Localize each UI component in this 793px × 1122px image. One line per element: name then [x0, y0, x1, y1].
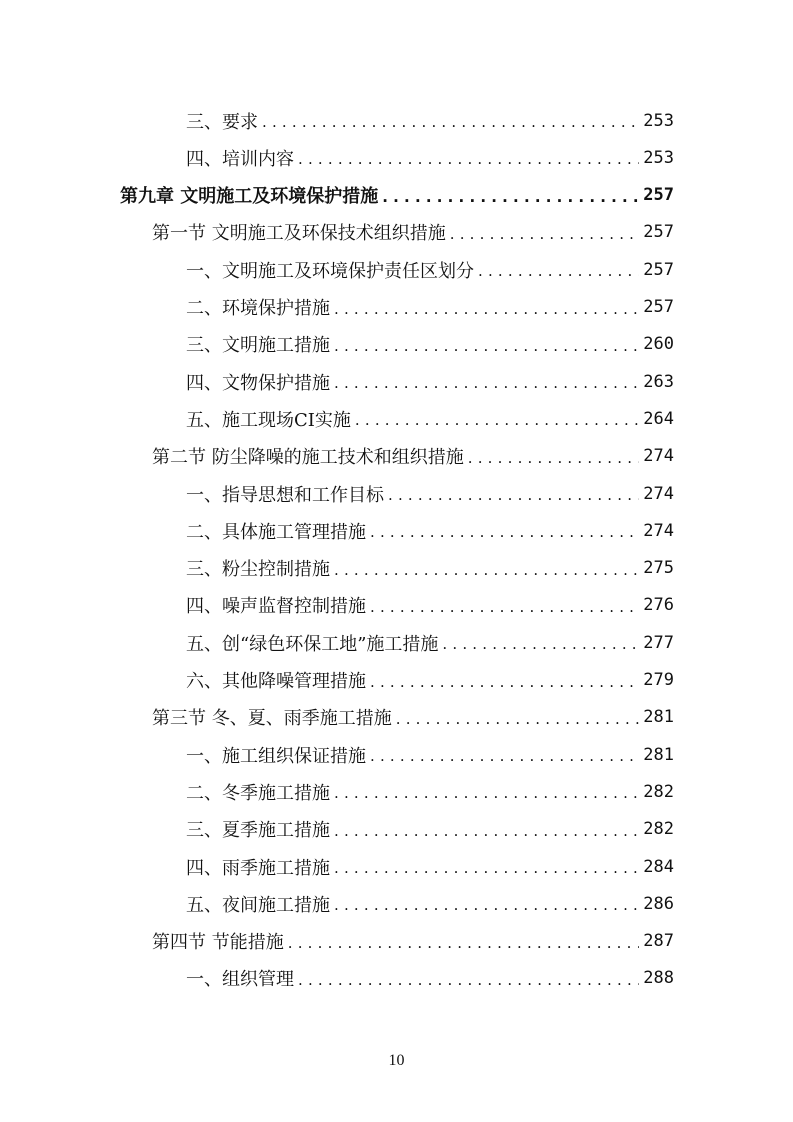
toc-entry-label: 五、施工现场CI实施: [186, 406, 355, 432]
toc-entry-label: 五、创“绿色环保工地”施工措施: [186, 630, 442, 656]
toc-entry-label: 三、夏季施工措施: [186, 816, 334, 842]
toc-dot-leader: [298, 152, 639, 167]
toc-entry-label: 一、组织管理: [186, 965, 298, 991]
toc-dot-leader: [334, 563, 639, 578]
toc-dot-leader: [334, 376, 639, 391]
toc-entry-item[interactable]: [186, 848, 674, 885]
toc-entry-item[interactable]: [186, 475, 674, 512]
toc-entry-label: 二、环境保护措施: [186, 294, 334, 320]
toc-entry-item[interactable]: [186, 662, 674, 699]
toc-entry-section[interactable]: [152, 699, 674, 736]
toc-entry-page: 274: [643, 446, 674, 467]
toc-entry-label: 三、文明施工措施: [186, 331, 334, 357]
toc-entry-page: 264: [643, 408, 674, 429]
toc-entry-page: 253: [643, 110, 674, 131]
toc-entry-page: 288: [643, 968, 674, 989]
toc-entry-page: 281: [643, 744, 674, 765]
toc-entry-section[interactable]: [152, 438, 674, 475]
toc-entry-item[interactable]: [186, 251, 674, 288]
toc-entry-label: 一、指导思想和工作目标: [186, 481, 388, 507]
toc-entry-chapter[interactable]: [120, 177, 674, 214]
toc-entry-page: 257: [643, 185, 674, 206]
toc-entry-label: 第四节 节能措施: [152, 928, 288, 954]
toc-dot-leader: [334, 898, 639, 913]
toc-entry-label: 三、要求: [186, 108, 262, 134]
page-number: 10: [388, 1052, 405, 1069]
toc-entry-label: 四、培训内容: [186, 145, 298, 171]
toc-entry-label: 第三节 冬、夏、雨季施工措施: [152, 704, 396, 730]
toc-dot-leader: [334, 824, 639, 839]
toc-entry-label: 第九章 文明施工及环境保护措施: [120, 182, 382, 208]
toc-dot-leader: [334, 302, 639, 317]
toc-entry-item[interactable]: [186, 960, 674, 997]
toc-dot-leader: [370, 525, 639, 540]
toc-entry-page: 257: [643, 297, 674, 317]
toc-entry-page: 274: [643, 520, 674, 541]
toc-dot-leader: [334, 786, 639, 801]
toc-entry-page: 275: [643, 558, 674, 579]
toc-dot-leader: [288, 936, 640, 951]
toc-entry-page: 276: [643, 595, 674, 616]
toc-dot-leader: [478, 264, 639, 279]
toc-entry-label: 二、具体施工管理措施: [186, 518, 370, 544]
toc-entry-item[interactable]: [186, 811, 674, 848]
toc-dot-leader: [370, 675, 639, 690]
toc-entry-page: 260: [643, 334, 674, 355]
toc-dot-leader: [442, 637, 639, 652]
toc-entry-label: 四、噪声监督控制措施: [186, 592, 370, 618]
toc-dot-leader: [388, 488, 639, 503]
toc-entry-label: 四、文物保护措施: [186, 369, 334, 395]
toc-entry-label: 二、冬季施工措施: [186, 779, 334, 805]
toc-entry-item[interactable]: [186, 326, 674, 363]
toc-entry-page: 263: [643, 371, 674, 392]
toc-dot-leader: [468, 451, 640, 466]
toc-dot-leader: [262, 115, 639, 130]
toc-entry-page: 274: [643, 483, 674, 504]
toc-entry-page: 253: [643, 147, 674, 168]
toc-entry-page: 284: [643, 856, 674, 877]
toc-entry-item[interactable]: [186, 102, 674, 139]
toc-entry-item[interactable]: [186, 363, 674, 400]
toc-dot-leader: [370, 600, 639, 615]
toc-entry-item[interactable]: [186, 512, 674, 549]
toc-entry-item[interactable]: [186, 550, 674, 587]
toc-dot-leader: [298, 973, 639, 988]
toc-entry-page: 287: [643, 931, 674, 952]
toc-entry-page: 279: [643, 670, 674, 690]
toc-entry-item[interactable]: [186, 400, 674, 437]
toc-entry-page: 257: [643, 259, 674, 280]
toc-dot-leader: [450, 227, 640, 242]
toc-entry-label: 四、雨季施工措施: [186, 854, 334, 880]
toc-dot-leader: [334, 861, 639, 876]
toc-entry-page: 286: [643, 893, 674, 914]
toc-entry-label: 一、文明施工及环境保护责任区划分: [186, 257, 478, 283]
toc-entry-label: 六、其他降噪管理措施: [186, 667, 370, 693]
toc-dot-leader: [382, 190, 639, 205]
toc-entry-page: 281: [643, 707, 674, 728]
toc-entry-label: 三、粉尘控制措施: [186, 555, 334, 581]
toc-entry-page: 277: [643, 632, 674, 653]
toc-entry-page: 282: [643, 781, 674, 802]
toc-entry-item[interactable]: [186, 587, 674, 624]
toc-entry-label: 第二节 防尘降噪的施工技术和组织措施: [152, 443, 468, 469]
toc-entry-item[interactable]: [186, 773, 674, 810]
toc-dot-leader: [396, 712, 640, 727]
toc-entry-page: 257: [643, 222, 674, 243]
toc-entry-item[interactable]: [186, 885, 674, 922]
toc-entry-item[interactable]: [186, 624, 674, 661]
toc-entry-section[interactable]: [152, 214, 674, 251]
toc-entry-item[interactable]: [186, 139, 674, 176]
toc-dot-leader: [355, 413, 639, 428]
toc-entry-label: 第一节 文明施工及环保技术组织措施: [152, 219, 450, 245]
toc-dot-leader: [334, 339, 639, 354]
toc-dot-leader: [370, 749, 639, 764]
toc-entry-item[interactable]: [186, 289, 674, 326]
toc-entry-label: 五、夜间施工措施: [186, 891, 334, 917]
toc-entry-section[interactable]: [152, 923, 674, 960]
toc-entry-item[interactable]: [186, 736, 674, 773]
toc-entry-label: 一、施工组织保证措施: [186, 742, 370, 768]
toc-entry-page: 282: [643, 819, 674, 840]
